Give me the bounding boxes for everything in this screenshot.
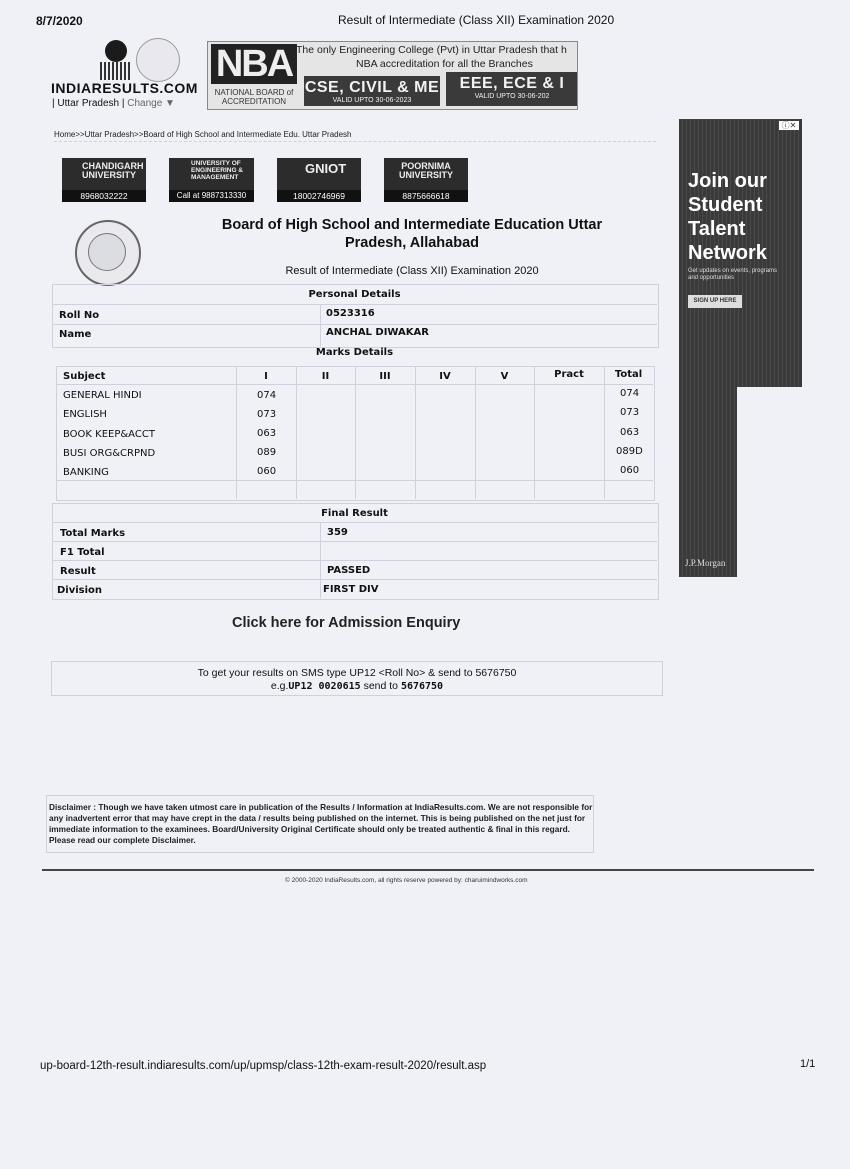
sponsor-chandigarh-university[interactable] — [62, 158, 146, 202]
emblem-inner-icon — [88, 233, 126, 271]
sponsor-uem[interactable] — [169, 158, 254, 202]
subject-cell: BOOK KEEP&ACCT — [63, 429, 155, 440]
sponsor-title: POORNIMA UNIVERSITY — [398, 161, 453, 180]
f1-total-label: F1 Total — [60, 547, 105, 558]
subject-cell: ENGLISH — [63, 409, 107, 420]
banner-box-eee-validity: VALID UPTO 30-06-202 — [474, 93, 550, 100]
sponsor-title: GNIOT — [305, 161, 347, 176]
mark-i-cell: 073 — [257, 409, 277, 420]
sponsor-phone: 8968032222 — [62, 190, 146, 202]
col-iv: IV — [439, 371, 451, 382]
mark-i-cell: 060 — [257, 466, 277, 477]
subject-cell: BANKING — [63, 467, 109, 478]
division-label: Division — [57, 585, 103, 596]
ad-close-icon[interactable]: ⓘ✕ — [779, 121, 799, 130]
change-state-link[interactable]: Change ▼ — [127, 98, 175, 109]
sponsor-title: CHANDIGARH UNIVERSITY — [82, 161, 144, 180]
sponsor-phone: Call at 9887313330 — [169, 190, 254, 202]
sponsor-title: UNIVERSITY OF ENGINEERING & MANAGEMENT — [191, 160, 244, 181]
col-total: Total — [614, 369, 643, 380]
name-value: ANCHAL DIWAKAR — [326, 327, 429, 338]
final-result-heading: Final Result — [321, 508, 388, 519]
jpmorgan-ad[interactable] — [679, 119, 802, 577]
total-cell: 073 — [620, 407, 640, 418]
ad-brand: J.P.Morgan — [685, 558, 726, 568]
print-date: 8/7/2020 — [36, 14, 83, 28]
logo-book-icon — [100, 62, 130, 80]
col-i: I — [264, 371, 268, 382]
sms-example — [52, 680, 662, 693]
ad-title: Join our Student Talent Network — [688, 170, 767, 264]
sms-code: UP12 0020615 — [288, 681, 361, 692]
col-subject: Subject — [63, 371, 106, 382]
nba-board-text: NATIONAL BOARD of ACCREDITATION — [214, 88, 294, 106]
mark-i-cell: 063 — [257, 428, 277, 439]
subject-cell: GENERAL HINDI — [63, 390, 142, 401]
mark-i-cell: 074 — [257, 390, 277, 401]
banner-line-2: NBA accreditation for all the Branches — [356, 58, 533, 70]
sms-eg: e.g. — [270, 680, 289, 692]
nba-banner-ad[interactable] — [207, 41, 578, 110]
logo-dot-icon — [105, 40, 127, 62]
print-url: up-board-12th-result.indiaresults.com/up/upmsp/class-12th-exam-result-2020/result.asp — [40, 1060, 487, 1072]
footer-rule — [42, 869, 814, 871]
sms-instruction: To get your results on SMS type UP12 <Roll No> & send to 5676750 — [197, 667, 517, 679]
division-value: FIRST DIV — [323, 584, 379, 595]
board-title: Board of High School and Intermediate Education Uttar Pradesh, Allahabad — [221, 217, 603, 251]
banner-line-1: The only Engineering College (Pvt) in Uttar Pradesh that h — [296, 44, 567, 56]
sponsor-gniot[interactable] — [277, 158, 361, 202]
print-page-number: 1/1 — [800, 1058, 816, 1070]
breadcrumb[interactable]: Home>>Uttar Pradesh>>Board of High School and Intermediate Edu. Uttar Pradesh — [54, 130, 352, 139]
total-marks-value: 359 — [327, 527, 348, 538]
disclaimer: Disclaimer : Though we have taken utmost care in publication of the Results / Information at IndiaResults.com. We are not responsible for any inadvertent error that may have crept in the data / results being published on the internet. This is being published on the net just for immediate information to the examinees. Board/University Original Certificate should only be treated authentic & final in this regard. Please read our complete Disclaimer. — [46, 795, 594, 853]
total-cell: 074 — [620, 388, 640, 399]
col-v: V — [500, 371, 509, 382]
breadcrumb-divider — [54, 141, 656, 142]
personal-details-heading: Personal Details — [308, 289, 401, 300]
sponsor-phone: 18002746969 — [277, 190, 361, 202]
copyright: © 2000-2020 IndiaResults.com, all rights reserve powered by: charuimindworks.com — [285, 877, 528, 884]
banner-box-eee — [446, 72, 578, 106]
col-iii: III — [379, 371, 391, 382]
sms-send: send to — [360, 680, 401, 692]
result-value: PASSED — [327, 565, 371, 576]
banner-box-cse-label: CSE, CIVIL & ME — [304, 79, 440, 96]
total-cell: 089D — [616, 446, 643, 457]
nba-logo: NBA — [211, 44, 297, 84]
state-label: | Uttar Pradesh | — [52, 98, 125, 109]
banner-box-eee-label: EEE, ECE & I — [459, 75, 565, 92]
roll-no-label: Roll No — [59, 310, 100, 321]
banner-box-cse-validity: VALID UPTO 30-06-2023 — [332, 97, 412, 104]
ad-description: Get updates on events, programs and opportunities — [688, 268, 778, 281]
print-title: Result of Intermediate (Class XII) Examination 2020 — [338, 13, 615, 27]
banner-box-cse — [304, 76, 440, 106]
sponsor-poornima[interactable] — [384, 158, 468, 202]
admission-enquiry-link[interactable]: Click here for Admission Enquiry — [232, 615, 461, 631]
sponsor-phone: 8875666618 — [384, 190, 468, 202]
marks-details-heading: Marks Details — [315, 347, 394, 358]
site-logo[interactable]: INDIARESULTS.COM — [51, 80, 198, 96]
total-marks-label: Total Marks — [60, 528, 126, 539]
name-label: Name — [59, 329, 92, 340]
result-label: Result — [60, 566, 96, 577]
mark-i-cell: 089 — [257, 447, 277, 458]
state-selector[interactable] — [52, 98, 175, 109]
roll-no-value: 0523316 — [326, 308, 375, 319]
ad-signup-button[interactable]: SIGN UP HERE — [688, 295, 742, 308]
col-pract: Pract — [554, 369, 584, 380]
result-title: Result of Intermediate (Class XII) Examination 2020 — [285, 265, 539, 277]
sms-info-box — [51, 661, 663, 696]
subject-cell: BUSI ORG&CRPND — [63, 448, 156, 459]
total-cell: 063 — [620, 427, 640, 438]
logo-seal-icon — [136, 38, 180, 82]
col-ii: II — [321, 371, 330, 382]
sms-number: 5676750 — [400, 681, 444, 692]
ad-strip — [679, 387, 737, 577]
total-cell: 060 — [620, 465, 640, 476]
